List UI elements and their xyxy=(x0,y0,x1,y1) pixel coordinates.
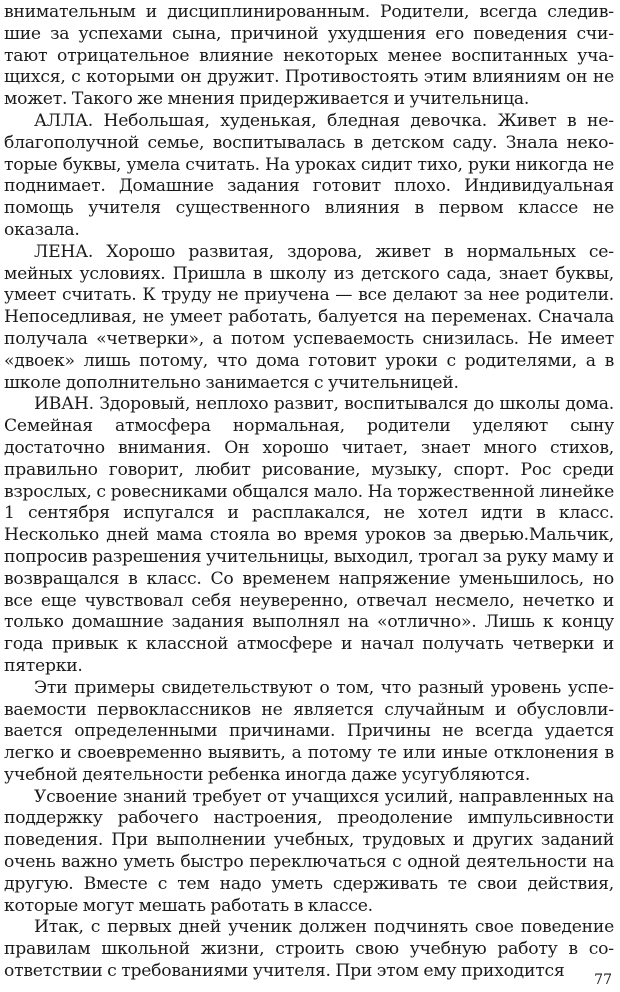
paragraph-alla: АЛЛА. Небольшая, худенькая, бледная девочка. Живет в неблагополучной семье, воспитывалась в детском саду. Знала некоторые буквы, умела считать. На уроках сидит тихо, руки никогда не поднимает. Домашние задания готовит плохо. Индивидуальная помощь учителя существенного влияния в первом классе не оказала. xyxy=(4,110,614,240)
body-text xyxy=(4,2,614,983)
paragraph-knowledge: Усвоение знаний требует от учащихся усилий, направленных на поддержку рабочего настроения, преодоление импульсивности поведения. При выполнении учебных, трудовых и других заданий очень важно уметь быстро переключаться с одной деятельности на другую. Вместе с тем надо уметь сдерживать те свои действия, которые могут мешать работать в классе. xyxy=(4,786,614,916)
book-page xyxy=(4,2,614,988)
page-number: 77 xyxy=(594,972,612,988)
paragraph-lena: ЛЕНА. Хорошо развитая, здорова, живет в нормальных семейных условиях. Пришла в школу из детского сада, знает буквы, умеет считать. К труду не приучена — все делают за нее родители. Непоседливая, не умеет работать, балуется на переменах. Сначала получала «четверки», а потом успеваемость снизилась. Не имеет «двоек» лишь потому, что дома готовит уроки с родителями, а в школе дополнительно занимается с учительницей. xyxy=(4,241,614,393)
paragraph-ivan: ИВАН. Здоровый, неплохо развит, воспитывался до школы дома. Семейная атмосфера нормальная, родители уделяют сыну достаточно внимания. Он хорошо читает, знает много стихов, правильно говорит, любит рисование, музыку, спорт. Рос среди взрослых, с ровесниками общался мало. На торжественной линейке 1 сентября испугался и расплакался, не хотел идти в класс. Несколько дней мама стояла во время уроков за дверью.Мальчик, попросив разрешения учительницы, выходил, трогал за руку маму и возвращался в класс. Со временем напряжение уменьшилось, но все еще чувствовал себя неуверенно, отвечал несмело, нечетко и только домашние задания выполнял на «отлично». Лишь к концу года привык к классной атмосфере и начал получать четверки и пятерки. xyxy=(4,394,615,676)
paragraph-examples: Эти примеры свидетельствуют о том, что разный уровень успеваемости первоклассников не является случайным и обусловливается определенными причинами. Причины не всегда удается легко и своевременно выявить, а потому те или иные отклонения в учебной деятельности ребенка иногда даже усугубляются. xyxy=(4,677,614,785)
paragraph-continuation: внимательным и дисциплинированным. Родители, всегда следившие за успехами сына, причиной ухудшения его поведения считают отрицательное влияние некоторых менее воспитанных учащихся, с которыми он дружит. Противостоять этим влияниям он не может. Такого же мнения придерживается и учительница. xyxy=(4,2,614,110)
paragraph-conclusion: Итак, с первых дней ученик должен подчинять свое поведение правилам школьной жизни, строить свою учебную работу в соответствии с требованиями учителя. При этом ему приходится xyxy=(4,917,614,982)
